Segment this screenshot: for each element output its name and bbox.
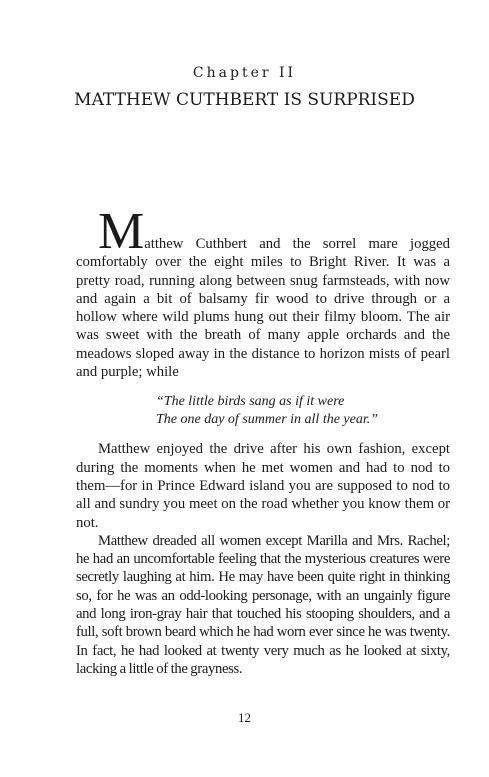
drop-cap: M <box>98 203 145 260</box>
verse-quote <box>156 393 450 429</box>
chapter-body <box>76 203 450 678</box>
opening-paragraph-text: atthew Cuthbert and the sorrel mare jogged comfortably over the eight miles to Bright River. It was a pretty road, running along between snug farmsteads, with now and again a bit of balsamy fir wood to drive through or a hollow where wild plums hung out their filmy bloom. The air was sweet with the breath of many apple orchards and the meadows sloped away in the distance to horizon mists of pearl and purple; while <box>76 236 450 381</box>
page-number: 12 <box>238 710 251 725</box>
paragraph-3: Matthew dreaded all women except Marilla and Mrs. Rachel; he had an uncomfortable feeling that the mysterious creatures were secretly laughing at him. He may have been quite right in thinking so, for he was an odd-looking personage, with an ungainly figure and long iron-gray hair that touched his stooping shoulders, and a full, soft brown beard which he had worn ever since he was twenty. In fact, he had looked at twenty very much as he looked at sixty, lacking a little of the grayness. <box>76 532 450 677</box>
opening-paragraph <box>76 203 450 381</box>
verse-line-2: The one day of summer in all the year.” <box>156 412 379 428</box>
chapter-title: MATTHEW CUTHBERT IS SURPRISED <box>74 90 415 110</box>
chapter-label: Chapter II <box>192 65 297 81</box>
verse-line-1: “The little birds sang as if it were <box>156 394 345 410</box>
paragraph-2: Matthew enjoyed the drive after his own fashion, except during the moments when he met women and had to nod to them—for in Prince Edward island you are supposed to nod to all and sundry you meet on the road whether you know them or not. <box>76 441 450 531</box>
